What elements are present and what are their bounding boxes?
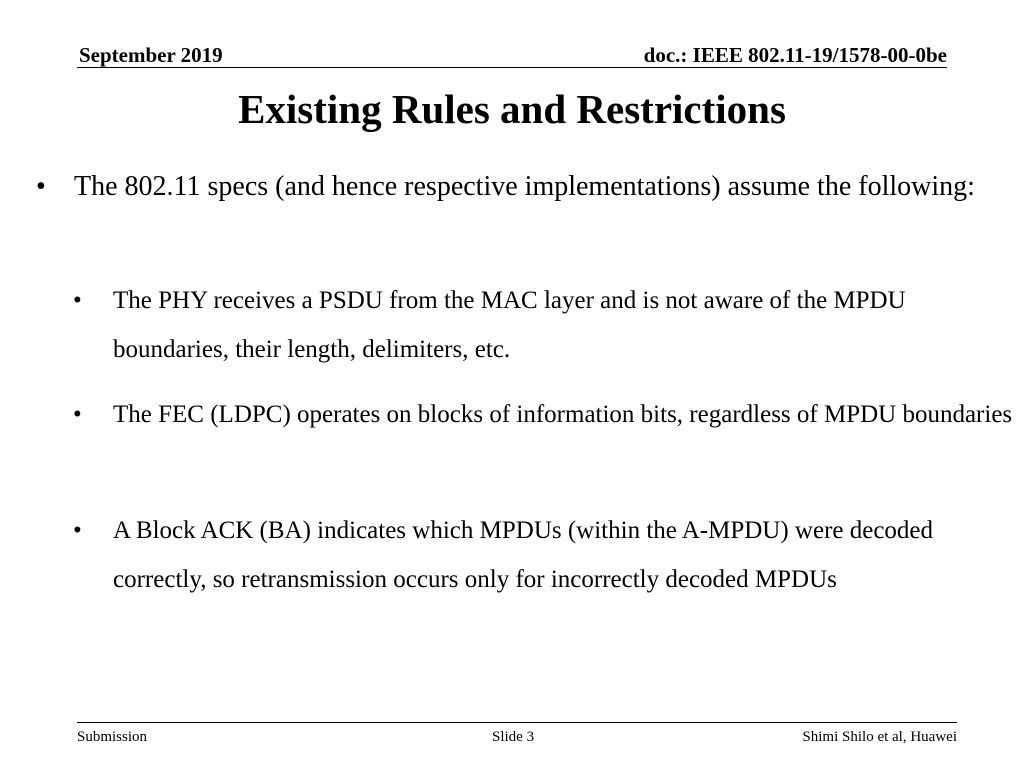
footer-submission: Submission	[77, 729, 148, 745]
sub-bullet-text: The FEC (LDPC) operates on blocks of information bits, regardless of MPDU boundaries	[113, 401, 1013, 428]
bullet-icon: •	[73, 287, 82, 314]
bullet-icon: •	[73, 401, 82, 428]
footer-slide-number: Slide 3	[492, 729, 535, 745]
slide-title: Existing Rules and Restrictions	[238, 86, 786, 132]
footer-author: Shimi Shilo et al, Huawei	[802, 729, 957, 745]
header-date: September 2019	[79, 43, 223, 67]
sub-bullet-text: A Block ACK (BA) indicates which MPDUs (within the A-MPDU) were decoded correctly, so retransmission occurs only for incorrectly decoded MPDUs	[113, 517, 934, 593]
sub-bullet-text: The PHY receives a PSDU from the MAC layer and is not aware of the MPDU boundaries, their length, delimiters, etc.	[113, 287, 906, 363]
bullet-icon: •	[36, 171, 46, 202]
header-divider	[77, 67, 947, 68]
footer-divider	[77, 722, 957, 723]
main-bullet-text: The 802.11 specs (and hence respective implementations) assume the following:	[74, 171, 975, 202]
header-doc-id: doc.: IEEE 802.11-19/1578-00-0be	[643, 43, 947, 67]
bullet-icon: •	[73, 517, 82, 544]
